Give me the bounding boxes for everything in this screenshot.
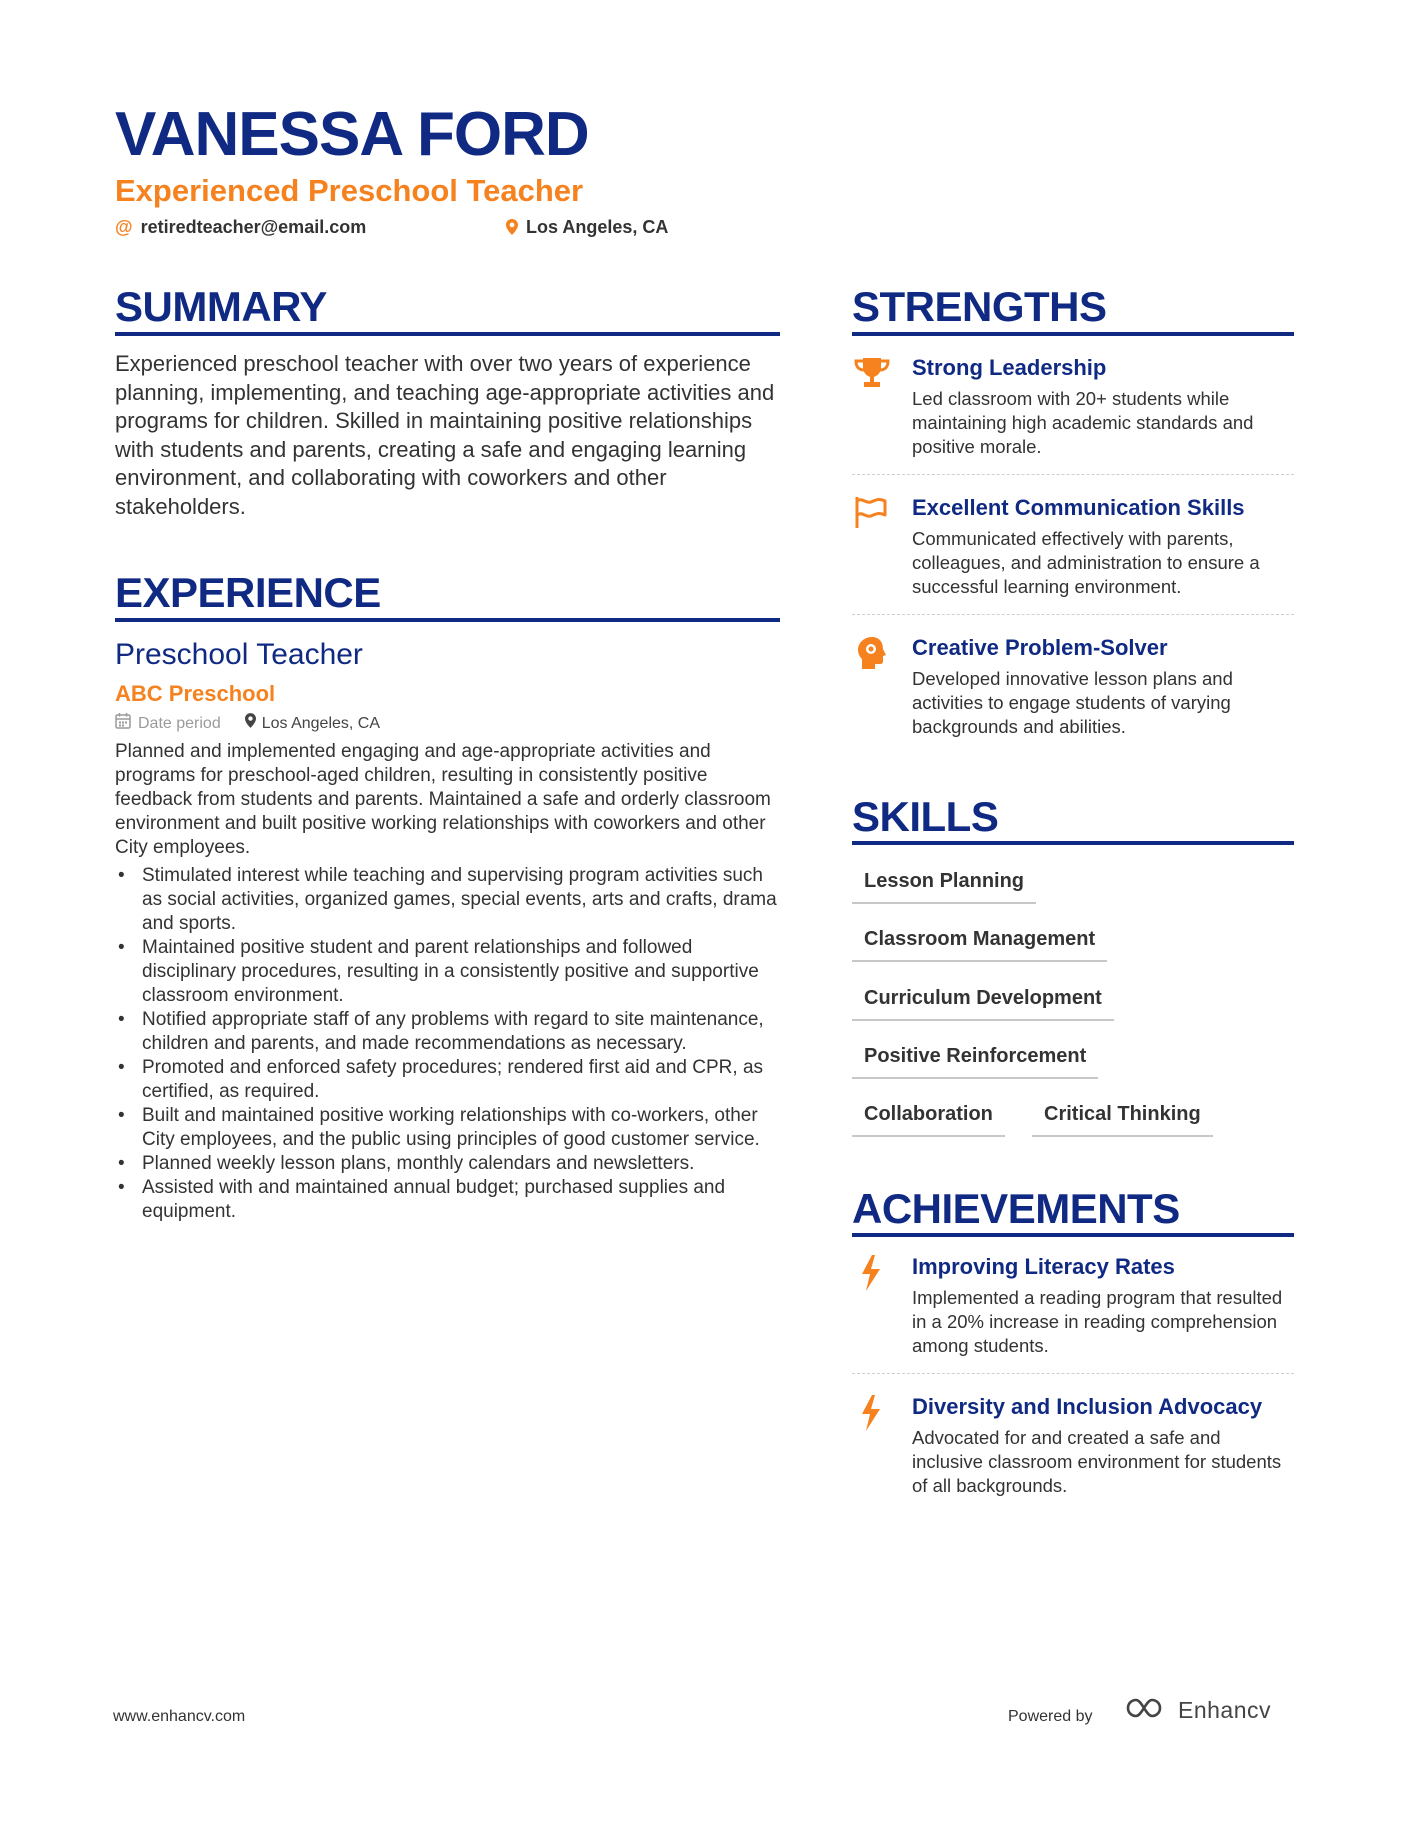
achievements-title: ACHIEVEMENTS — [852, 1185, 1180, 1232]
at-icon: @ — [115, 217, 133, 237]
divider — [852, 474, 1294, 475]
strength-desc: Communicated effectively with parents, colleagues, and administration to ensure a successful learning environment. — [912, 528, 1260, 597]
contact-email[interactable] — [115, 216, 366, 238]
date-text: Date period — [138, 715, 221, 732]
skills-title: SKILLS — [852, 793, 999, 840]
brand-logo[interactable] — [1124, 1695, 1271, 1726]
skills-rule — [852, 841, 1294, 845]
achievement-desc: Advocated for and created a safe and inclusive classroom environment for students of all backgrounds. — [912, 1427, 1282, 1496]
date-period — [115, 712, 221, 736]
experience-description: Planned and implemented engaging and age-appropriate activities and programs for preschool-aged children, resulting in consistently positive feedback from students and parents. Maintained a safe and orderly classroom environment and built positive working relationships with coworkers and other City employees. — [115, 741, 771, 858]
location-text: Los Angeles, CA — [526, 217, 669, 237]
experience-location — [245, 713, 380, 735]
achievement-item — [852, 1393, 1294, 1503]
skill-tag: Collaboration — [852, 1101, 1005, 1137]
skill-tag: Positive Reinforcement — [852, 1043, 1098, 1079]
location-pin-icon — [506, 219, 518, 235]
experience-meta — [115, 712, 380, 736]
strengths-rule — [852, 332, 1294, 336]
skill-tag: Classroom Management — [852, 926, 1107, 962]
strength-title: Strong Leadership — [912, 355, 1107, 380]
strength-desc: Developed innovative lesson plans and activities to engage students of varying backgrounds and abilities. — [912, 668, 1233, 737]
candidate-name: VANESSA FORD — [115, 100, 589, 169]
bullet-item: • Promoted and enforced safety procedures; rendered first aid and CPR, as certified, as required. — [115, 1056, 780, 1104]
skill-tag: Critical Thinking — [1032, 1101, 1213, 1137]
bullet-item: • Maintained positive student and parent relationships and followed disciplinary procedures, resulting in a consistently positive and supportive classroom environment. — [115, 936, 780, 1008]
achievement-title: Improving Literacy Rates — [912, 1254, 1175, 1279]
footer-url[interactable]: www.enhancv.com — [113, 1708, 246, 1725]
skill-tag: Lesson Planning — [852, 868, 1036, 904]
experience-bullets — [115, 864, 780, 1224]
head-idea-icon — [852, 634, 892, 674]
divider — [852, 1373, 1294, 1374]
achievement-desc: Implemented a reading program that resulted in a 20% increase in reading comprehension among students. — [912, 1287, 1283, 1356]
strength-item — [852, 634, 1294, 744]
summary-text: Experienced preschool teacher with over two years of experience planning, implementing, and teaching age-appropriate activities and programs for children. Skilled in maintaining positive relationships with students and parents, creating a safe and engaging learning environment, and collaborating with coworkers and other stakeholders. — [115, 351, 775, 519]
strengths-title: STRENGTHS — [852, 283, 1107, 330]
enhancv-logo-icon — [1124, 1695, 1170, 1726]
bullet-item: • Built and maintained positive working relationships with co-workers, other City employees, and the public using principles of good customer service. — [115, 1104, 780, 1152]
bullet-item: • Notified appropriate staff of any problems with regard to site maintenance, children and parents, and made recommendations as necessary. — [115, 1008, 780, 1056]
location-pin-icon — [245, 713, 256, 735]
experience-location-text: Los Angeles, CA — [261, 715, 381, 732]
bullet-item: • Stimulated interest while teaching and supervising program activities such as social activities, organized games, special events, arts and crafts, drama and sports. — [115, 864, 780, 936]
strength-item — [852, 354, 1294, 464]
strength-title: Excellent Communication Skills — [912, 495, 1245, 520]
brand-name: Enhancv — [1178, 1697, 1272, 1723]
company-name: ABC Preschool — [115, 681, 276, 706]
strength-desc: Led classroom with 20+ students while maintaining high academic standards and positive morale. — [912, 388, 1254, 457]
calendar-icon — [115, 712, 131, 736]
strength-title: Creative Problem-Solver — [912, 635, 1168, 660]
divider — [852, 614, 1294, 615]
achievement-item — [852, 1253, 1294, 1363]
achievements-rule — [852, 1233, 1294, 1237]
role-title: Preschool Teacher — [115, 638, 363, 671]
bullet-item: • Assisted with and maintained annual budget; purchased supplies and equipment. — [115, 1176, 780, 1224]
experience-title: EXPERIENCE — [115, 569, 381, 616]
skill-tag: Curriculum Development — [852, 985, 1114, 1021]
powered-by-label: Powered by — [1008, 1708, 1093, 1725]
trophy-icon — [852, 354, 892, 394]
achievement-title: Diversity and Inclusion Advocacy — [912, 1394, 1263, 1419]
flag-icon — [852, 494, 892, 534]
strength-item — [852, 494, 1294, 604]
candidate-headline: Experienced Preschool Teacher — [115, 173, 584, 208]
summary-title: SUMMARY — [115, 283, 327, 330]
summary-rule — [115, 332, 780, 336]
email-text: retiredteacher@email.com — [140, 217, 367, 237]
experience-rule — [115, 618, 780, 622]
bullet-item: • Planned weekly lesson plans, monthly calendars and newsletters. — [115, 1152, 780, 1176]
lightning-icon — [852, 1393, 892, 1433]
contact-location — [506, 216, 668, 238]
lightning-icon — [852, 1253, 892, 1293]
